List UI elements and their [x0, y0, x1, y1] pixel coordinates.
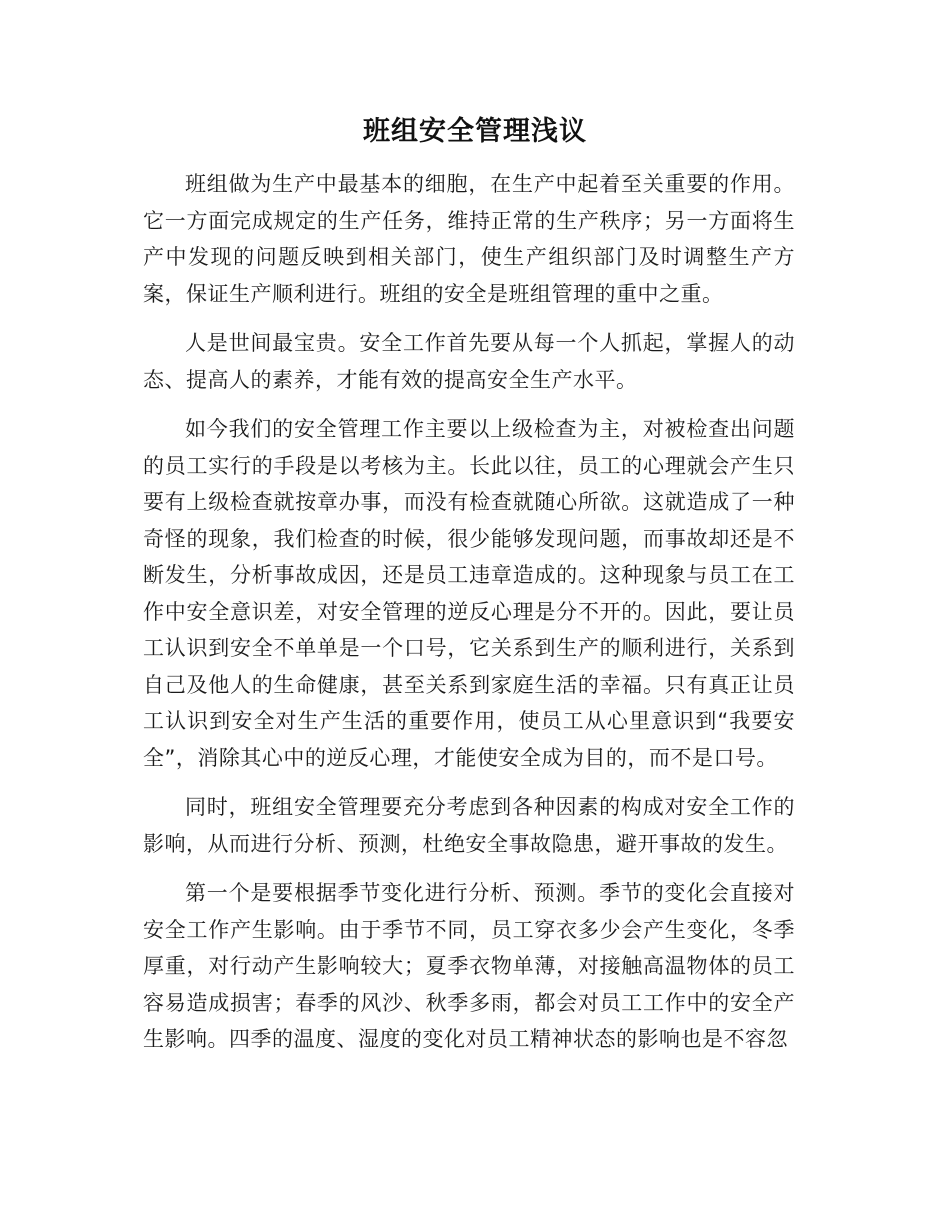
paragraph-3: 如今我们的安全管理工作主要以上级检查为主，对被检查出问题的员工实行的手段是以考核为主。长此以往，员工的心理就会产生只要有上级检查就按章办事，而没有检查就随心所欲。这就造成了一种奇怪的现象，我们检查的时候，很少能够发现问题，而事故却还是不断发生，分析事故成因，还是员工违章造成的。这种现象与员工在工作中安全意识差，对安全管理的逆反心理是分不开的。因此，要让员工认识到安全不单单是一个口号，它关系到生产的顺利进行，关系到自己及他人的生命健康，甚至关系到家庭生活的幸福。只有真正让员工认识到安全对生产生活的重要作用，使员工从心里意识到“我要安全”，消除其心中的逆反心理，才能使安全成为目的，而不是口号。	[143, 417, 795, 770]
document-body	[143, 166, 795, 1071]
document-title: 班组安全管理浅议	[363, 116, 587, 147]
paragraph-2: 人是世间最宝贵。安全工作首先要从每一个人抓起，掌握人的动态、提高人的素养，才能有效的提高安全生产水平。	[143, 331, 795, 392]
paragraph-1: 班组做为生产中最基本的细胞，在生产中起着至关重要的作用。它一方面完成规定的生产任务，维持正常的生产秩序；另一方面将生产中发现的问题反映到相关部门，使生产组织部门及时调整生产方案，保证生产顺利进行。班组的安全是班组管理的重中之重。	[143, 172, 795, 306]
paragraph-5: 第一个是要根据季节变化进行分析、预测。季节的变化会直接对安全工作产生影响。由于季节不同，员工穿衣多少会产生变化，冬季厚重，对行动产生影响较大；夏季衣物单薄，对接触高温物体的员工容易造成损害；春季的风沙、秋季多雨，都会对员工工作中的安全产生影响。四季的温度、湿度的变化对员工精神状态的影响也是不容忽	[143, 881, 795, 1051]
paragraph-4: 同时，班组安全管理要充分考虑到各种因素的构成对安全工作的影响，从而进行分析、预测，杜绝安全事故隐患，避开事故的发生。	[143, 795, 795, 856]
